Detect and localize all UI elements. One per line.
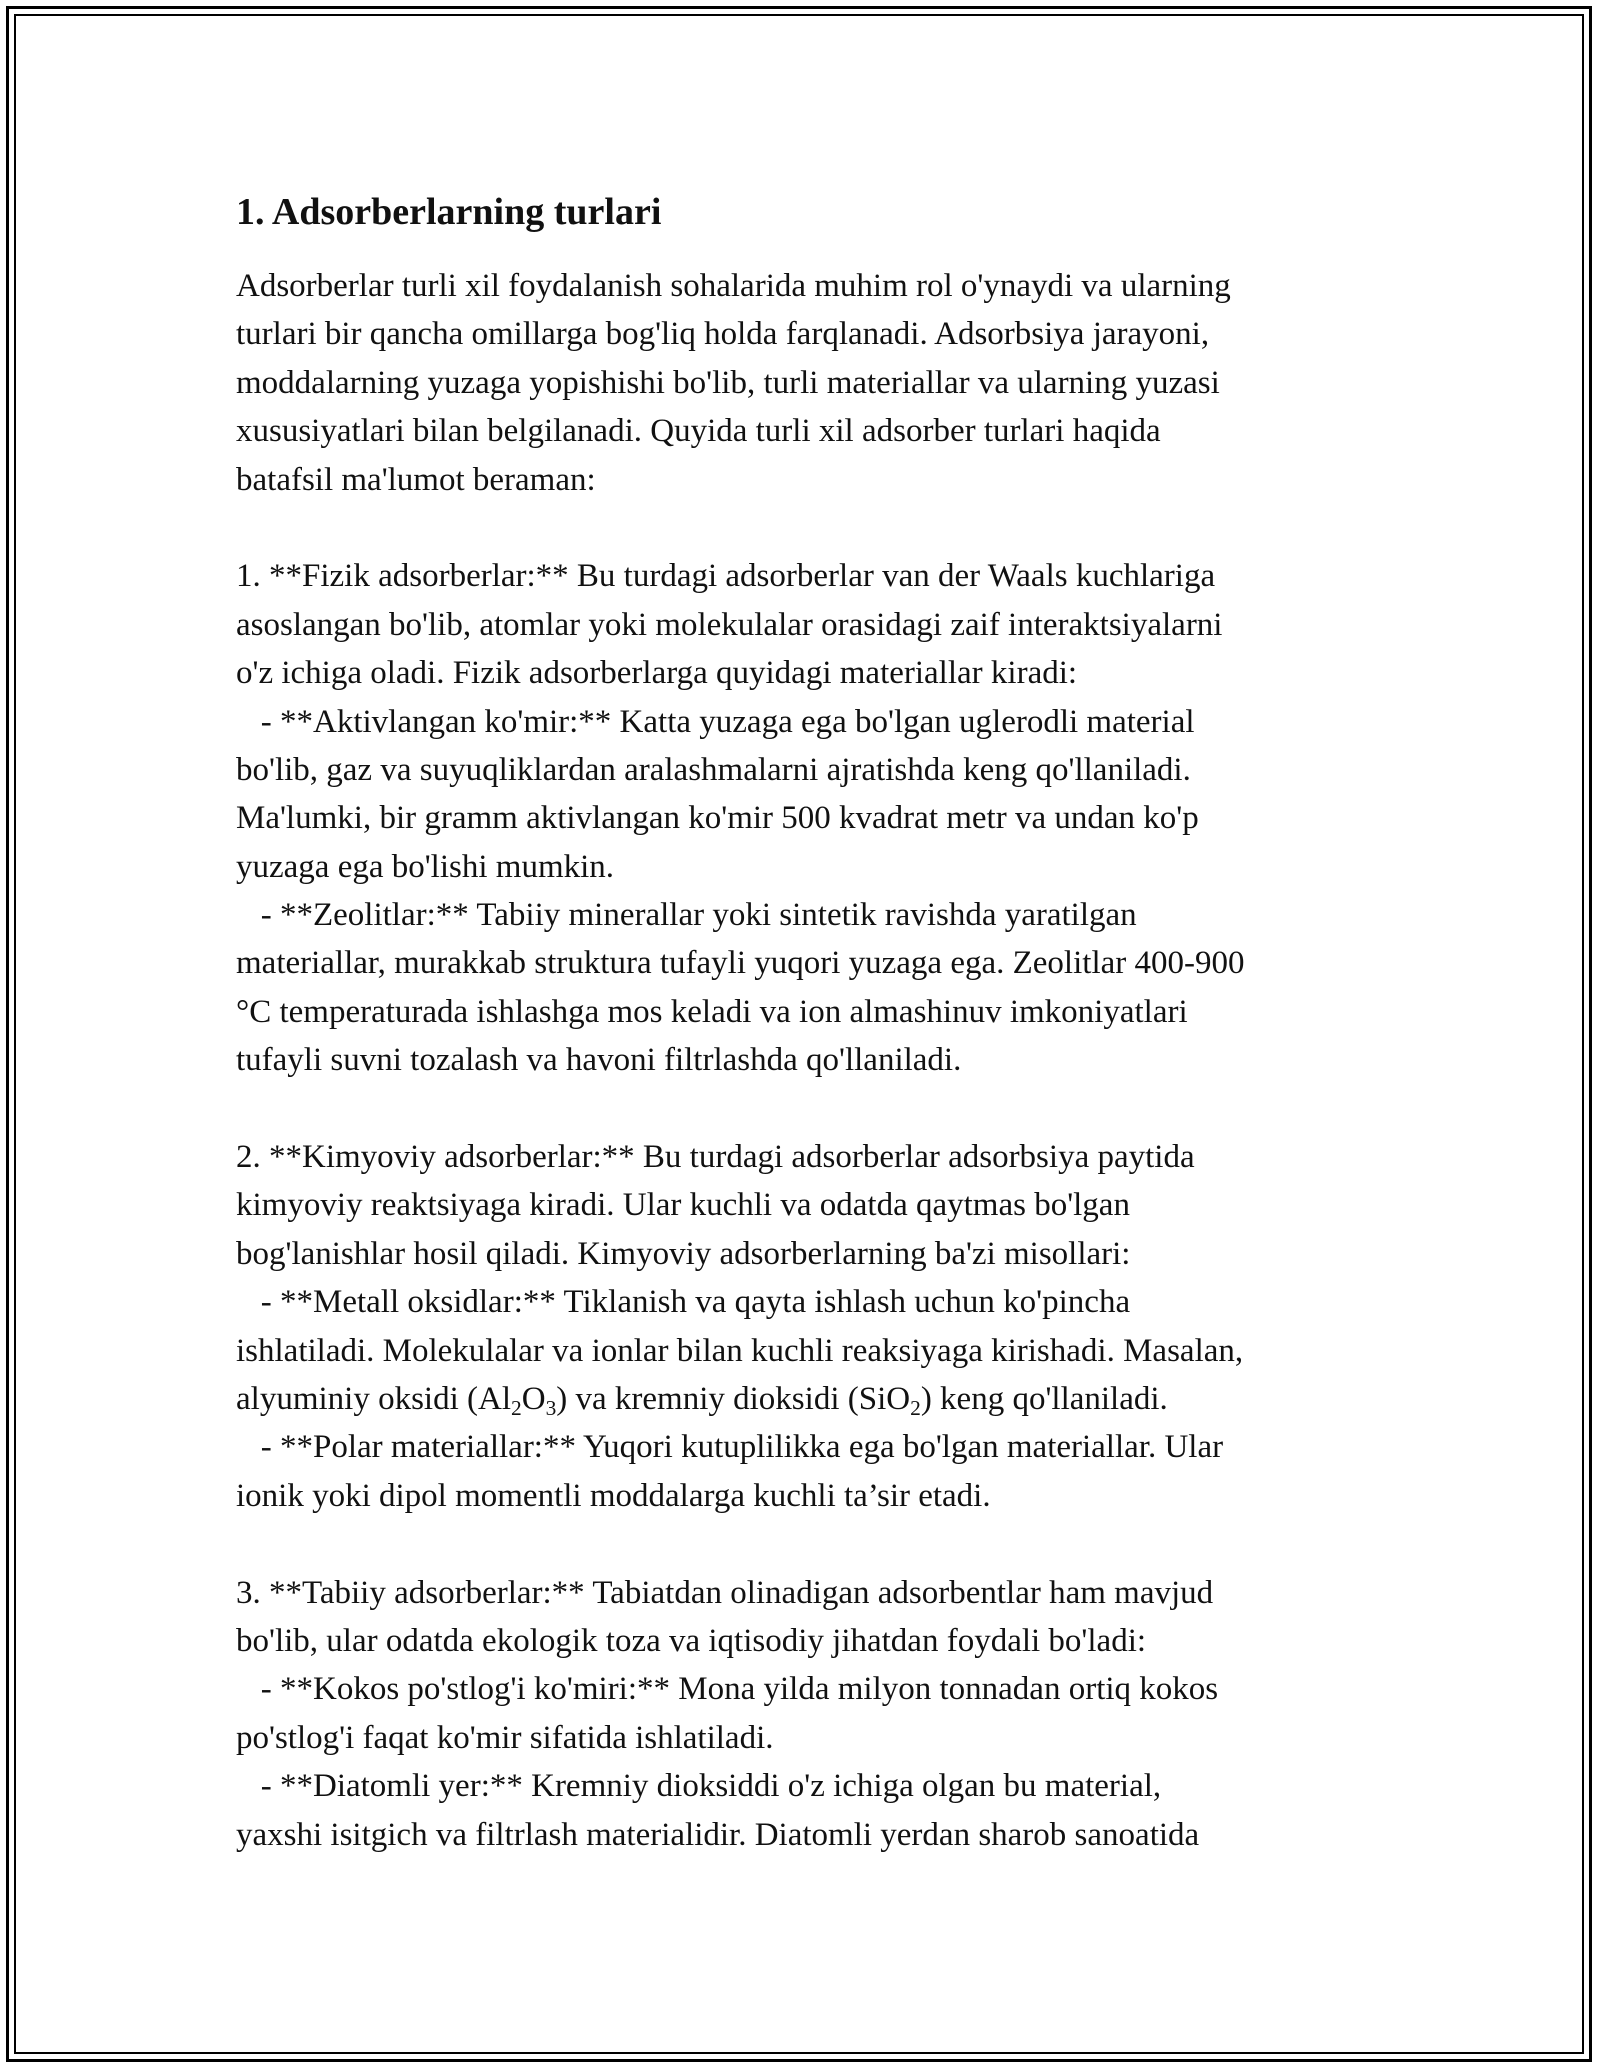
text-segment: - **Kokos po'stlog'i ko'miri:** Mona yilda milyon tonnadan ortiq kokos (236, 1671, 1219, 1708)
text-segment: batafsil ma'lumot beraman: (236, 461, 596, 498)
text-line (236, 456, 1376, 504)
text-line (236, 988, 1376, 1036)
text-segment: 1. **Fizik adsorberlar:** Bu turdagi adsorberlar van der Waals kuchlariga (236, 558, 1216, 595)
text-line (236, 843, 1376, 891)
text-segment: - **Polar materiallar:** Yuqori kutuplilikka ega bo'lgan materiallar. Ular (236, 1429, 1224, 1466)
blank-line (236, 1520, 1376, 1568)
text-segment: tufayli suvni tozalash va havoni filtrlashda qo'llaniladi. (236, 1042, 962, 1079)
text-line (236, 407, 1376, 455)
text-segment: alyuminiy oksidi (Al (236, 1380, 511, 1417)
text-line (236, 1423, 1376, 1471)
text-segment: o'z ichiga oladi. Fizik adsorberlarga quyidagi materiallar kiradi: (236, 655, 1078, 692)
text-segment: bog'lanishlar hosil qiladi. Kimyoviy adsorberlarning ba'zi misollari: (236, 1235, 1131, 1272)
text-line (236, 552, 1376, 600)
text-segment: - **Metall oksidlar:** Tiklanish va qayta ishlash uchun ko'pincha (236, 1284, 1131, 1321)
text-segment: 3. **Tabiiy adsorberlar:** Tabiatdan olinadigan adsorbentlar ham mavjud (236, 1574, 1214, 1611)
text-line (236, 794, 1376, 842)
text-line (236, 1569, 1376, 1617)
text-line (236, 1811, 1376, 1859)
text-line (236, 359, 1376, 407)
text-line (236, 262, 1376, 310)
text-segment: ionik yoki dipol momentli moddalarga kuchli ta’sir etadi. (236, 1477, 991, 1514)
text-line (236, 1472, 1376, 1520)
text-line (236, 1714, 1376, 1762)
text-line (236, 1617, 1376, 1665)
text-line (236, 1762, 1376, 1810)
text-line (236, 601, 1376, 649)
text-line (236, 746, 1376, 794)
text-segment: ishlatiladi. Molekulalar va ionlar bilan kuchli reaksiyaga kirishadi. Masalan, (236, 1332, 1244, 1369)
text-segment: po'stlog'i faqat ko'mir sifatida ishlatiladi. (236, 1719, 774, 1756)
section-heading: 1. Adsorberlarning turlari (236, 191, 662, 233)
paragraph-lines (236, 262, 1376, 1859)
text-segment: yuzaga ega bo'lishi mumkin. (236, 848, 615, 885)
text-line (236, 1181, 1376, 1229)
subscript: 2 (511, 1395, 522, 1420)
blank-line (236, 504, 1376, 552)
text-line (236, 1327, 1376, 1375)
text-segment: Adsorberlar turli xil foydalanish sohalarida muhim rol o'ynaydi va ularning (236, 268, 1231, 304)
subscript: 2 (910, 1395, 921, 1420)
text-segment: - **Diatomli yer:** Kremniy dioksiddi o'z ichiga olgan bu material, (236, 1768, 1162, 1805)
text-segment: xususiyatlari bilan belgilanadi. Quyida turli xil adsorber turlari haqida (236, 413, 1161, 450)
text-line (236, 939, 1376, 987)
text-line (236, 649, 1376, 697)
document-body (236, 188, 1376, 1859)
text-line (236, 1133, 1376, 1181)
text-line (236, 310, 1376, 358)
text-segment: O (521, 1380, 546, 1417)
text-line (236, 1665, 1376, 1713)
text-segment: °C temperaturada ishlashga mos keladi va ion almashinuv imkoniyatlari (236, 993, 1188, 1030)
text-segment: asoslangan bo'lib, atomlar yoki molekulalar orasidagi zaif interaktsiyalarni (236, 606, 1223, 643)
text-segment: bo'lib, gaz va suyuqliklardan aralashmalarni ajratishda keng qo'llaniladi. (236, 751, 1191, 788)
text-segment: Ma'lumki, bir gramm aktivlangan ko'mir 500 kvadrat metr va undan ko'p (236, 800, 1199, 837)
text-segment: 2. **Kimyoviy adsorberlar:** Bu turdagi adsorberlar adsorbsiya paytida (236, 1139, 1195, 1176)
text-segment: - **Aktivlangan ko'mir:** Katta yuzaga ega bo'lgan uglerodli material (236, 703, 1195, 740)
text-line (236, 1036, 1376, 1084)
text-line (236, 1278, 1376, 1326)
text-segment: bo'lib, ular odatda ekologik toza va iqtisodiy jihatdan foydali bo'ladi: (236, 1622, 1147, 1659)
blank-line (236, 1085, 1376, 1133)
text-segment: yaxshi isitgich va filtrlash materialidir. Diatomli yerdan sharob sanoatida (236, 1816, 1200, 1853)
subscript: 3 (545, 1395, 557, 1420)
text-segment: moddalarning yuzaga yopishishi bo'lib, turli materiallar va ularning yuzasi (236, 364, 1220, 401)
text-line (236, 891, 1376, 939)
text-segment: materiallar, murakkab struktura tufayli yuqori yuzaga ega. Zeolitlar 400-900 (236, 945, 1245, 982)
text-segment: - **Zeolitlar:** Tabiiy minerallar yoki sintetik ravishda yaratilgan (236, 897, 1137, 934)
text-line (236, 1230, 1376, 1278)
text-segment: ) keng qo'llaniladi. (920, 1380, 1168, 1417)
text-line (236, 1375, 1376, 1423)
text-segment: ) va kremniy dioksidi (SiO (556, 1380, 911, 1417)
text-line (236, 698, 1376, 746)
text-segment: kimyoviy reaktsiyaga kiradi. Ular kuchli va odatda qaytmas bo'lgan (236, 1187, 1130, 1224)
text-segment: turlari bir qancha omillarga bog'liq holda farqlanadi. Adsorbsiya jarayoni, (236, 316, 1210, 353)
